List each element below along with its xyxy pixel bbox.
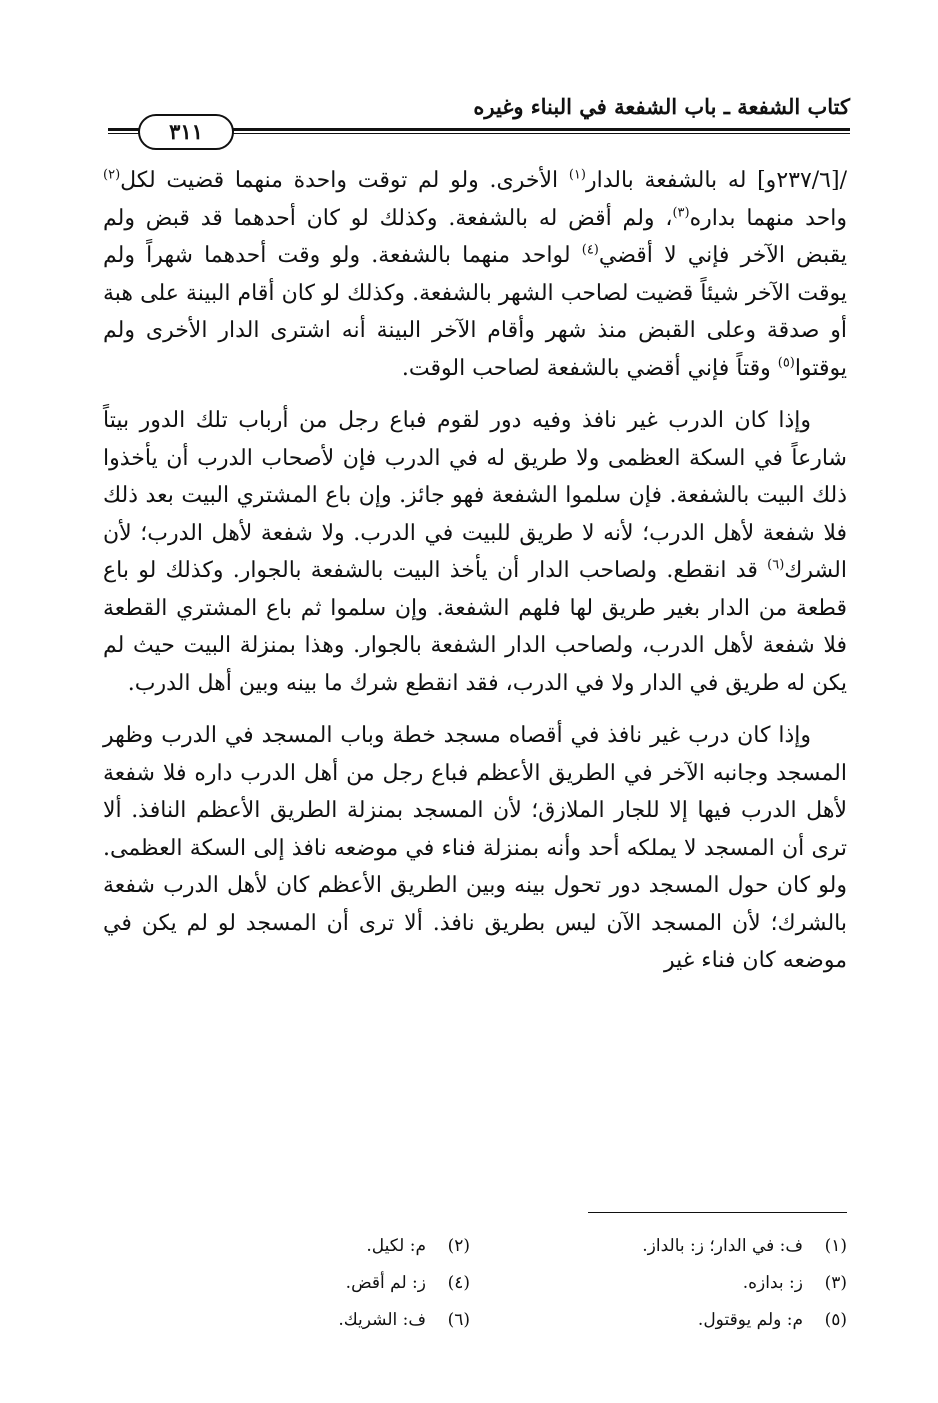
page-header — [100, 86, 850, 156]
footnote-ref-4: (٤) — [581, 242, 599, 258]
footnote-text: م: لكيل. — [366, 1236, 426, 1256]
footnote-number: (٤) — [447, 1273, 470, 1293]
footnote-text: ز: لم أقض. — [345, 1273, 426, 1293]
footnote-text: م: ولم يوقتول. — [697, 1310, 803, 1330]
footnote-separator — [588, 1212, 847, 1213]
footnote-ref-2: (٢) — [103, 167, 121, 183]
footnote-text: ف: في الدار؛ ز: بالداز. — [642, 1236, 803, 1256]
text-run: وإذا كان الدرب غير نافذ وفيه دور لقوم فباع رجل من أرباب تلك الدور بيتاً شارعاً في السكة العظمى ولا طريق له في الدرب فإن لأصحاب الدرب أن يأخذوا ذلك البيت بالشفعة. فإن سلموا الشفعة فهو جائز. وإن باع المشتري البيت بعد ذلك فلا شفعة لأهل الدرب؛ لأنه لا طريق للبيت في الدرب. ولا شفعة لأهل الدرب؛ لأن الشرك — [103, 408, 847, 583]
footnote-ref-5: (٥) — [777, 355, 795, 371]
text-run: واحد منهما بداره — [689, 205, 847, 231]
footnote-number: (٥) — [824, 1310, 847, 1330]
footnote-number: (٣) — [824, 1273, 847, 1293]
paragraph-3: وإذا كان درب غير نافذ في أقصاه مسجد خطة وباب المسجد في الدرب وظهر المسجد وجانبه الآخر في الطريق الأعظم فباع رجل من أهل الدرب داره فلا شفعة لأهل الدرب فيها إلا للجار الملازق؛ لأن المسجد بمنزلة الطريق الأعظم النافذ. ألا ترى أن المسجد لا يملكه أحد وأنه بمنزلة فناء في موضعه نافذ إلى السكة العظمى. ولو كان حول المسجد دور تحول بينه وبين الطريق الأعظم كان لأهل الدرب شفعة بالشرك؛ لأن المسجد الآن ليس بطريق نافذ. ألا ترى أن المسجد لو لم يكن في موضعه كان فناء غير — [103, 723, 847, 973]
text-run: الأخرى. ولو لم توقت واحدة منهما قضيت لكل — [120, 168, 569, 193]
text-run: ، ولم أقض له بالشفعة. وكذلك لو كان أحدهما قد قبض ولم يقبض الآخر فإني لا أقضي — [103, 205, 847, 268]
footnotes-column-right — [587, 1228, 847, 1339]
text-run: /[٢٣٧/٦و] له بالشفعة بالدار — [585, 168, 847, 193]
footnote-number: (٦) — [447, 1310, 470, 1330]
footnote-2 — [210, 1228, 470, 1265]
footnote-6 — [210, 1302, 470, 1339]
footnote-1 — [587, 1228, 847, 1265]
footnote-number: (٢) — [447, 1236, 470, 1256]
text-run: وقتاً فإني أقضي بالشفعة لصاحب الوقت. — [401, 355, 778, 381]
footnote-ref-1: (١) — [568, 167, 586, 183]
paragraph-2 — [103, 402, 847, 702]
footnote-text: ف: الشريك. — [338, 1310, 426, 1330]
page-number: ٣١١ — [138, 114, 234, 150]
running-title: كتاب الشفعة ـ باب الشفعة في البناء وغيره — [473, 94, 850, 119]
footnote-text: ز: بدازه. — [742, 1273, 803, 1293]
text-run: قد انقطع. ولصاحب الدار أن يأخذ البيت بالشفعة بالجوار. وكذلك لو باع قطعة من الدار بغير طريق لها فلهم الشفعة. وإن سلموا ثم باع المشتري القطعة فلا شفعة لأهل الدرب، ولصاحب الدار الشفعة بالجوار. وهذا بمنزلة البيت حيث لم يكن له طريق في الدار ولا في الدرب، فقد انقطع شرك ما بينه وبين أهل الدرب. — [103, 558, 847, 696]
footnote-ref-3: (٣) — [672, 205, 690, 221]
body-text — [103, 162, 847, 980]
text-run: لواحد منهما بالشفعة. ولو وقت أحدهما شهراً ولم يوقت الآخر شيئاً قضيت لصاحب الشهر بالشفعة. وكذلك لو كان أقام البينة على هبة أو صدقة وعلى القبض منذ شهر وأقام الآخر البينة أنه اشترى الدار الأخرى ولم يوقتوا — [103, 243, 847, 381]
footnote-number: (١) — [824, 1236, 847, 1256]
footnote-5 — [587, 1302, 847, 1339]
footnote-3 — [587, 1265, 847, 1302]
footnote-ref-6: (٦) — [767, 557, 785, 573]
paragraph-1 — [103, 162, 847, 387]
footnote-4 — [210, 1265, 470, 1302]
footnotes-column-left — [210, 1228, 470, 1339]
